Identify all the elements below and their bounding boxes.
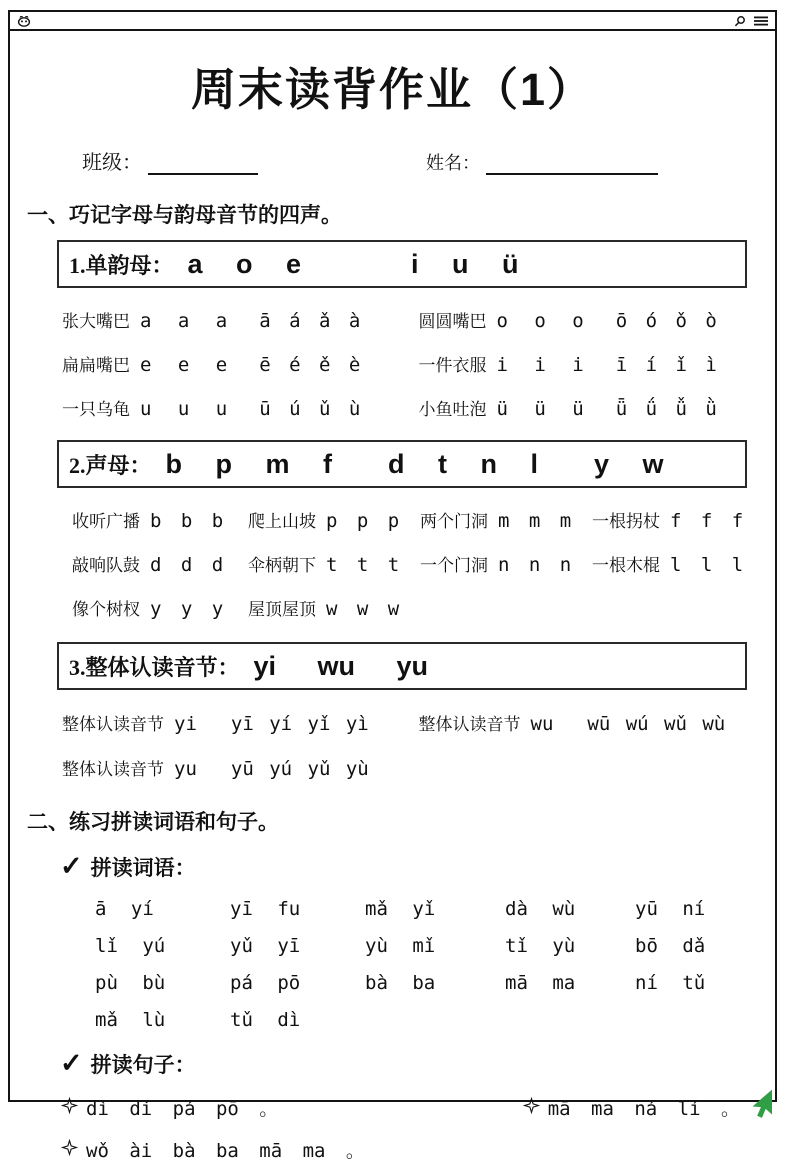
vowel-row (62, 395, 775, 420)
toned-letters: ū ú ǔ ù (259, 398, 361, 420)
plain-letters: i i i (496, 354, 584, 376)
toolbar (10, 12, 775, 31)
word-cell: tǐ yù (505, 935, 576, 957)
row-label: 张大嘴巴 (62, 312, 130, 331)
row-label: 两个门洞 (420, 512, 488, 531)
box3-label: 3.整体认读音节： (69, 654, 240, 680)
word-cell: mǎ yǐ (365, 898, 436, 920)
row-label: 伞柄朝下 (248, 556, 316, 575)
word-cell: ā yí (95, 898, 154, 920)
initials-row (72, 507, 775, 532)
syllable: wu (530, 713, 554, 735)
four-point-star-icon (62, 1139, 77, 1161)
row-label: 扁扁嘴巴 (62, 356, 130, 375)
toned-letters: ā á ǎ à (259, 310, 361, 332)
word-cell: yī fu (230, 898, 301, 920)
sentence-row (62, 1136, 740, 1163)
vowel-row (62, 307, 775, 332)
name-field-group (426, 149, 658, 175)
letters: l l l (670, 554, 744, 576)
syllable: yu (174, 758, 197, 780)
sentence-row (62, 1094, 740, 1121)
toned-syllables: yū yú yǔ yù (230, 758, 369, 780)
row-label: 敲响队鼓 (72, 556, 140, 575)
box3-letters: yi wu yu (253, 650, 429, 681)
search-icon[interactable] (734, 15, 746, 27)
syllable: yi (174, 713, 197, 735)
sentences-label: 拼读句子： (90, 1053, 196, 1077)
word-cell: yū ní (635, 898, 706, 920)
word-cell: lǐ yú (95, 935, 166, 957)
box2-letters-group1: b p m f (165, 448, 333, 479)
letters: n n n (498, 554, 572, 576)
word-grid (95, 898, 775, 1031)
row-label: 整体认读音节 (62, 760, 164, 779)
box-simple-finals (57, 240, 747, 288)
row-label: 整体认读音节 (418, 715, 521, 734)
word-cell: bō dǎ (635, 935, 706, 957)
row-label: 一根木棍 (592, 556, 660, 575)
box2-label: 2.声母： (69, 452, 152, 478)
row-label: 收听广播 (72, 512, 140, 531)
word-cell: dà wù (505, 898, 576, 920)
word-cell: mā ma (505, 972, 576, 994)
row-label: 小鱼吐泡 (418, 400, 487, 419)
word-cell: bà ba (365, 972, 436, 994)
word-cell: tǔ dì (230, 1009, 301, 1031)
row-label: 像个树杈 (72, 600, 140, 619)
word-cell: yǔ yī (230, 935, 301, 957)
row-label: 爬上山坡 (248, 512, 316, 531)
name-label: 姓名： (426, 153, 480, 173)
words-label: 拼读词语： (90, 856, 196, 880)
toned-letters: ī í ǐ ì (615, 354, 717, 376)
student-info-row (10, 146, 775, 175)
sentence-text: mā ma ná lí 。 (547, 1098, 740, 1120)
row-label: 一件衣服 (418, 356, 487, 375)
vowel-row (62, 351, 775, 376)
sentences-subheading (60, 1049, 775, 1079)
four-point-star-icon (62, 1097, 77, 1119)
whole-syllable-row (62, 755, 775, 780)
class-label: 班级： (82, 152, 142, 174)
letters: t t t (326, 554, 400, 576)
section1-heading: 一、巧记字母与韵母音节的四声。 (27, 204, 342, 227)
row-label: 整体认读音节 (62, 715, 164, 734)
four-point-star-icon (524, 1097, 539, 1119)
letters: d d d (150, 554, 224, 576)
box-initials (57, 440, 747, 488)
initials-row (72, 551, 775, 576)
initials-row (72, 595, 775, 620)
letters: f f f (670, 510, 744, 532)
box1-label: 1.单韵母： (69, 252, 174, 278)
mouse-cursor-icon (745, 1089, 775, 1126)
checkmark-icon: ✓ (60, 851, 83, 881)
word-cell: yù mǐ (365, 935, 436, 957)
checkmark-icon: ✓ (60, 1048, 83, 1078)
word-cell: ní tǔ (635, 972, 706, 994)
toned-syllables: yī yí yǐ yì (230, 713, 369, 735)
box-whole-syllables (57, 642, 747, 690)
letters: b b b (150, 510, 224, 532)
menu-icon[interactable] (754, 15, 768, 27)
section2-heading: 二、练习拼读词语和句子。 (27, 811, 279, 834)
box2-letters-group3: y w (594, 448, 664, 479)
words-subheading (60, 852, 775, 882)
whole-syllable-row (62, 710, 775, 735)
row-label: 圆圆嘴巴 (418, 312, 487, 331)
row-label: 一根拐杖 (592, 512, 660, 531)
box1-letters-group2: i u ü (411, 248, 519, 279)
letters: y y y (150, 598, 224, 620)
name-input-blank[interactable] (486, 153, 658, 175)
row-label: 一只乌龟 (62, 400, 130, 419)
plain-letters: o o o (496, 310, 584, 332)
box2-letters-group2: d t n l (388, 448, 538, 479)
row-label: 屋顶屋顶 (248, 600, 316, 619)
word-cell: pá pō (230, 972, 301, 994)
toned-syllables: wū wú wǔ wù (587, 713, 726, 735)
plain-letters: a a a (140, 310, 228, 332)
sentence-text: wǒ ài bà ba mā ma 。 (86, 1140, 365, 1162)
app-logo-icon[interactable] (17, 15, 31, 27)
plain-letters: u u u (140, 398, 228, 420)
word-cell: pù bù (95, 972, 166, 994)
toned-letters: ō ó ǒ ò (615, 310, 717, 332)
plain-letters: ü ü ü (496, 398, 584, 420)
class-input-blank[interactable] (148, 153, 258, 175)
toned-letters: ē é ě è (259, 354, 361, 376)
letters: m m m (498, 510, 572, 532)
box1-letters-group1: a o e (187, 248, 302, 279)
page-title: 周末读背作业（1） (190, 64, 595, 115)
toned-letters: ǖ ǘ ǚ ǜ (615, 398, 717, 420)
letters: w w w (326, 598, 400, 620)
plain-letters: e e e (140, 354, 228, 376)
worksheet-page (8, 10, 777, 1162)
letters: p p p (326, 510, 400, 532)
word-cell: mǎ lù (95, 1009, 166, 1031)
row-label: 一个门洞 (420, 556, 488, 575)
sentence-text: dì di pá pō 。 (86, 1098, 279, 1120)
class-field-group (82, 146, 258, 175)
